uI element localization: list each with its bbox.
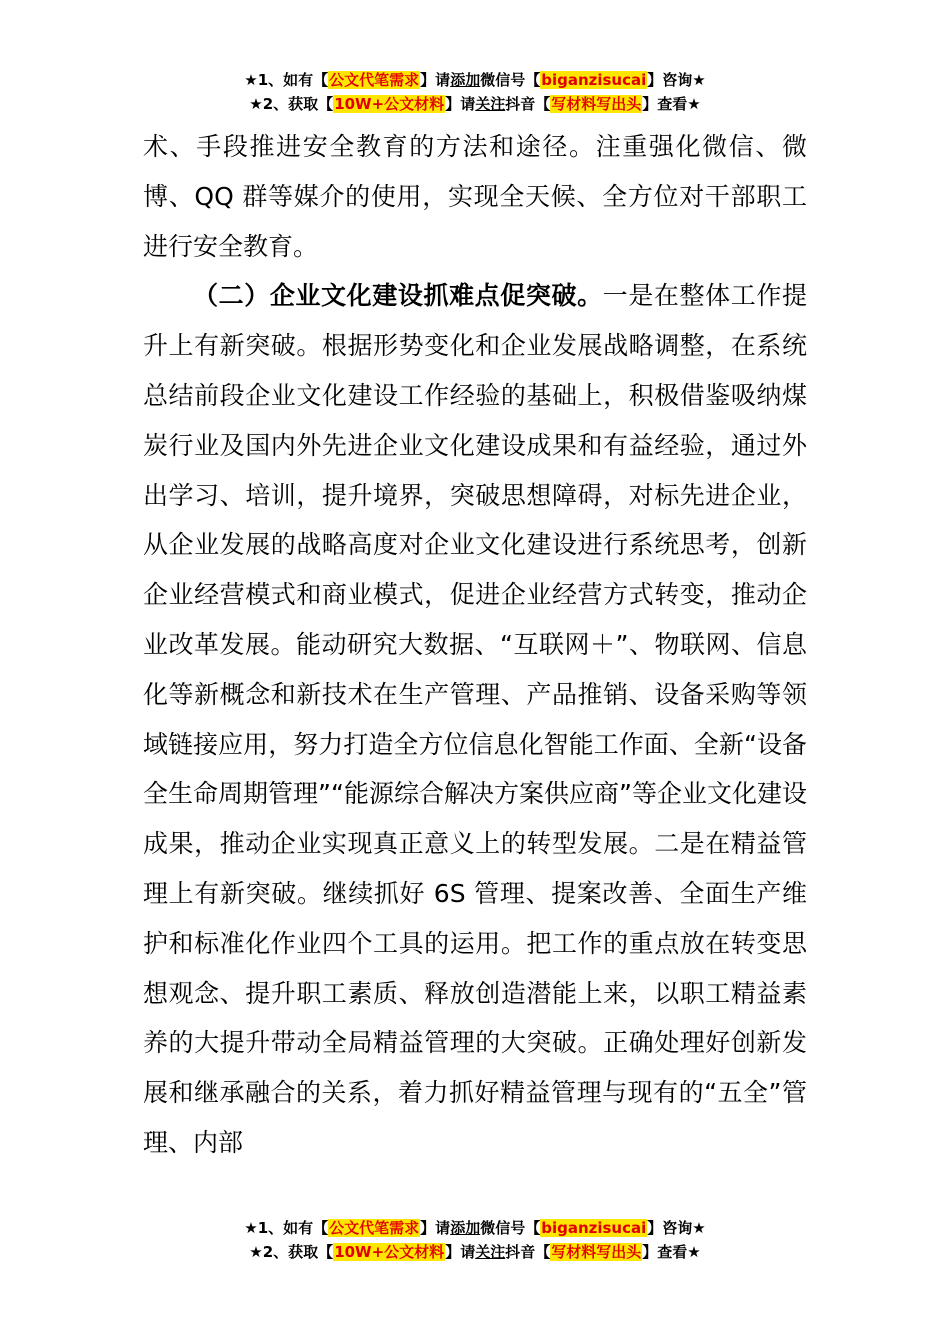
banner-text: 抖音【	[505, 1243, 551, 1261]
banner-line-2	[0, 1240, 950, 1264]
banner-highlight: biganzisucai	[541, 71, 647, 89]
paragraph-2	[143, 271, 807, 1167]
banner-highlight: 写材料写出头	[551, 95, 642, 113]
banner-highlight: 10W+公文材料	[334, 95, 445, 113]
banner-underlined-text: 关注	[475, 95, 506, 113]
banner-text: 微信号【	[480, 1219, 541, 1237]
banner-line-1	[0, 1216, 950, 1240]
header-banner	[0, 68, 950, 116]
section-heading: （二）企业文化建设抓难点促突破。	[193, 281, 603, 311]
document-body	[143, 122, 807, 1168]
paragraph-1: 术、手段推进安全教育的方法和途径。注重强化微信、微博、QQ 群等媒介的使用，实现全天候、全方位对干部职工进行安全教育。	[143, 132, 807, 261]
banner-text: 】咨询★	[647, 71, 706, 89]
banner-text: 】咨询★	[647, 1219, 706, 1237]
banner-text: ★1、如有【	[244, 1219, 329, 1237]
banner-text: 】请	[420, 1219, 451, 1237]
banner-text: 】请	[445, 95, 476, 113]
banner-underlined-text: 添加	[450, 1219, 481, 1237]
banner-text: 】查看★	[642, 1243, 701, 1261]
banner-text: ★1、如有【	[244, 71, 329, 89]
banner-text: ★2、获取【	[249, 95, 334, 113]
banner-line-2	[0, 92, 950, 116]
banner-highlight: 公文代笔需求	[329, 1219, 420, 1237]
banner-text: 】查看★	[642, 95, 701, 113]
paragraph-2-text: 一是在整体工作提升上有新突破。根据形势变化和企业发展战略调整，在系统总结前段企业文化建设工作经验的基础上，积极借鉴吸纳煤炭行业及国内外先进企业文化建设成果和有益经验，通过外出学习、培训，提升境界，突破思想障碍，对标先进企业，从企业发展的战略高度对企业文化建设进行系统思考，创新企业经营模式和商业模式，促进企业经营方式转变，推动企业改革发展。能动研究大数据、“互联网＋”、物联网、信息化等新概念和新技术在生产管理、产品推销、设备采购等领域链接应用，努力打造全方位信息化智能工作面、全新“设备全生命周期管理”“能源综合解决方案供应商”等企业文化建设成果，推动企业实现真正意义上的转型发展。二是在精益管理上有新突破。继续抓好 6S 管理、提案改善、全面生产维护和标准化作业四个工具的运用。把工作的重点放在转变思想观念、提升职工素质、释放创造潜能上来，以职工精益素养的大提升带动全局精益管理的大突破。正确处理好创新发展和继承融合的关系，着力抓好精益管理与现有的“五全”管理、内部	[143, 281, 807, 1157]
banner-highlight: 写材料写出头	[551, 1243, 642, 1261]
banner-line-1	[0, 68, 950, 92]
banner-text: 】请	[445, 1243, 476, 1261]
banner-text: 】请	[420, 71, 451, 89]
footer-banner	[0, 1216, 950, 1264]
banner-text: 抖音【	[505, 95, 551, 113]
banner-underlined-text: 添加	[450, 71, 481, 89]
banner-text: 微信号【	[480, 71, 541, 89]
banner-underlined-text: 关注	[475, 1243, 506, 1261]
banner-highlight: 公文代笔需求	[329, 71, 420, 89]
banner-highlight: biganzisucai	[541, 1219, 647, 1237]
banner-highlight: 10W+公文材料	[334, 1243, 445, 1261]
banner-text: ★2、获取【	[249, 1243, 334, 1261]
